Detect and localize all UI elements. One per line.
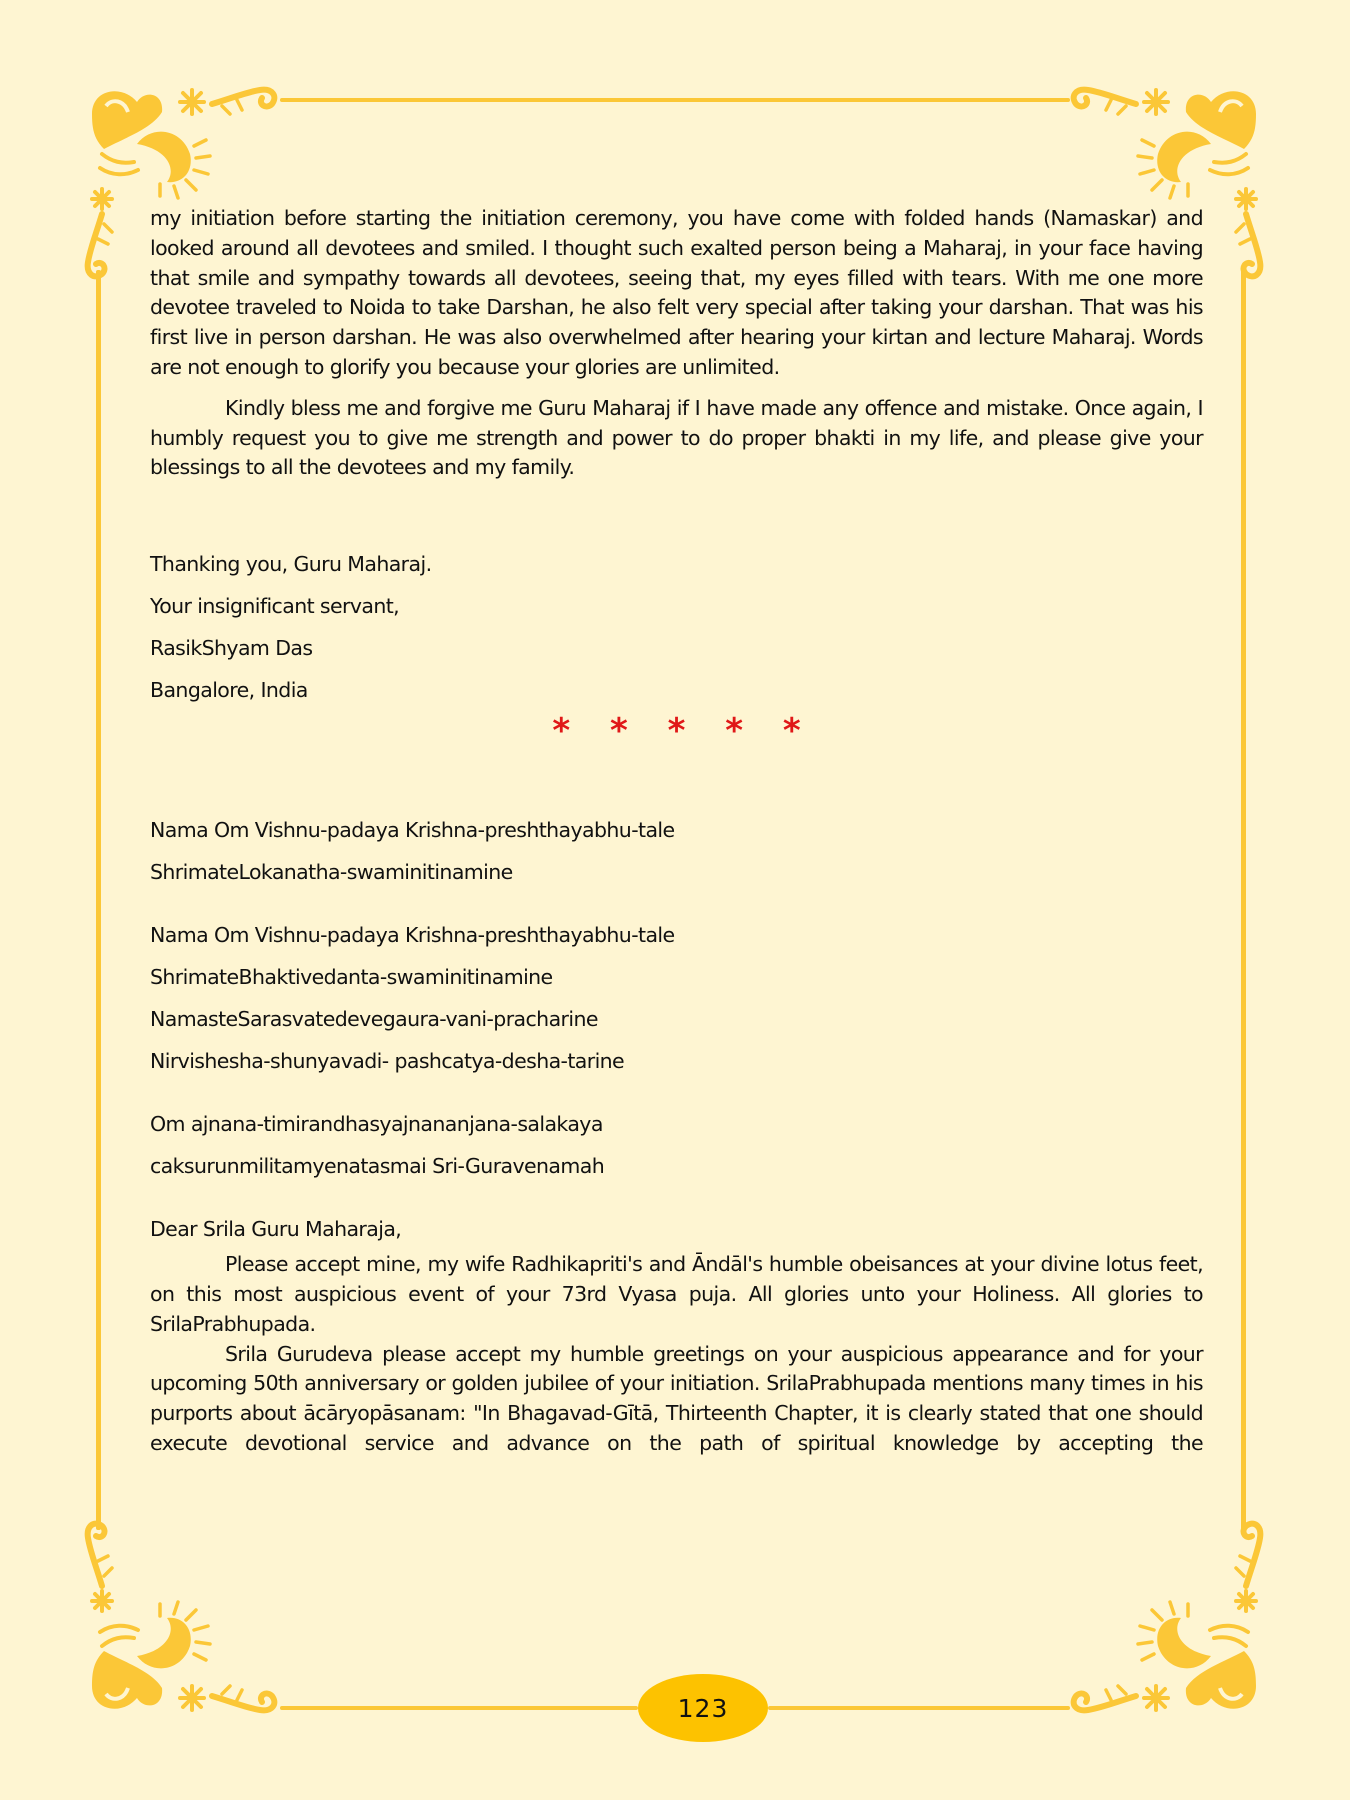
signature-block — [150, 543, 1203, 711]
verse-line: ShrimateBhaktivedanta-swaminitinamine — [150, 965, 553, 990]
corner-ornament-bottom-left-icon — [82, 1516, 282, 1716]
salutation: Dear Srila Guru Maharaja, — [150, 1217, 402, 1242]
verse-line: Nama Om Vishnu-padaya Krishna-preshthayabhu-tale — [150, 923, 675, 948]
verse-line: Nama Om Vishnu-padaya Krishna-preshthayabhu-tale — [150, 818, 675, 843]
verse-line: NamasteSarasvatedevegaura-vani-pracharine — [150, 1007, 598, 1032]
border-left-line — [96, 270, 101, 1530]
verse-line: caksurunmilitamyenatasmai Sri-Guravenamah — [150, 1154, 605, 1179]
corner-ornament-bottom-right-icon — [1066, 1516, 1266, 1716]
servant-line: Your insignificant servant, — [150, 594, 400, 619]
verse-line: ShrimateLokanatha-swaminitinamine — [150, 860, 513, 885]
border-top-line — [280, 98, 1070, 102]
letter-rasikshyam — [150, 204, 1203, 711]
border-bottom-line-right — [768, 1706, 1070, 1710]
border-bottom-line-left — [280, 1706, 638, 1710]
page-number-badge — [638, 1674, 768, 1742]
verse-line: Nirvishesha-shunyavadi- pashcatya-desha-tarine — [150, 1049, 625, 1074]
closing-line: Thanking you, Guru Maharaj. — [150, 552, 432, 577]
page-content — [150, 204, 1203, 1459]
letter2-paragraph-2: Srila Gurudeva please accept my humble greetings on your auspicious appearance and for your upcoming 50th anniversary or golden jubilee of your initiation. SrilaPrabhupada mentions many times in his purports about ācāryopāsanam: "In Bhagavad-Gītā, Thirteenth Chapter, it is clearly stated that one should execute devotional service and advance on the path of spiritual knowledge by accepting the — [150, 1341, 1203, 1455]
letter1-paragraph-2: Kindly bless me and forgive me Guru Maharaj if I have made any offence and mistake. Once again, I humbly request you to give me strength and power to do proper bhakti in my life, and please give your blessings to all the devotees and my family. — [150, 395, 1203, 480]
letter-second — [150, 809, 1203, 1459]
pranam-mantra-2 — [150, 914, 1203, 1082]
pranam-mantra-1 — [150, 809, 1203, 893]
section-separator-stars: * * * * * — [552, 711, 815, 752]
author-name: RasikShyam Das — [150, 636, 313, 661]
verse-line: Om ajnana-timirandhasyajnananjana-salakaya — [150, 1112, 603, 1137]
pranam-mantra-3 — [150, 1103, 1203, 1187]
author-location: Bangalore, India — [150, 678, 308, 703]
letter2-paragraph-1: Please accept mine, my wife Radhikapriti's and Āndāl's humble obeisances at your divine lotus feet, on this most auspicious event of your 73rd Vyasa puja. All glories unto your Holiness. All glories to SrilaPrabhupada. — [150, 1252, 1203, 1336]
letter1-paragraph-1: my initiation before starting the initiation ceremony, you have come with folded hands (Namaskar) and looked around all devotees and smiled. I thought such exalted person being a Maharaj, in your face having that smile and sympathy towards all devotees, seeing that, my eyes filled with tears. With me one more devotee traveled to Noida to take Darshan, he also felt very special after taking your darshan. That was his first live in person darshan. He was also overwhelmed after hearing your kirtan and lecture Maharaj. Words are not enough to glorify you because your glories are unlimited. — [150, 206, 1203, 379]
border-right-line — [1241, 270, 1246, 1530]
page-number: 123 — [677, 1693, 729, 1723]
